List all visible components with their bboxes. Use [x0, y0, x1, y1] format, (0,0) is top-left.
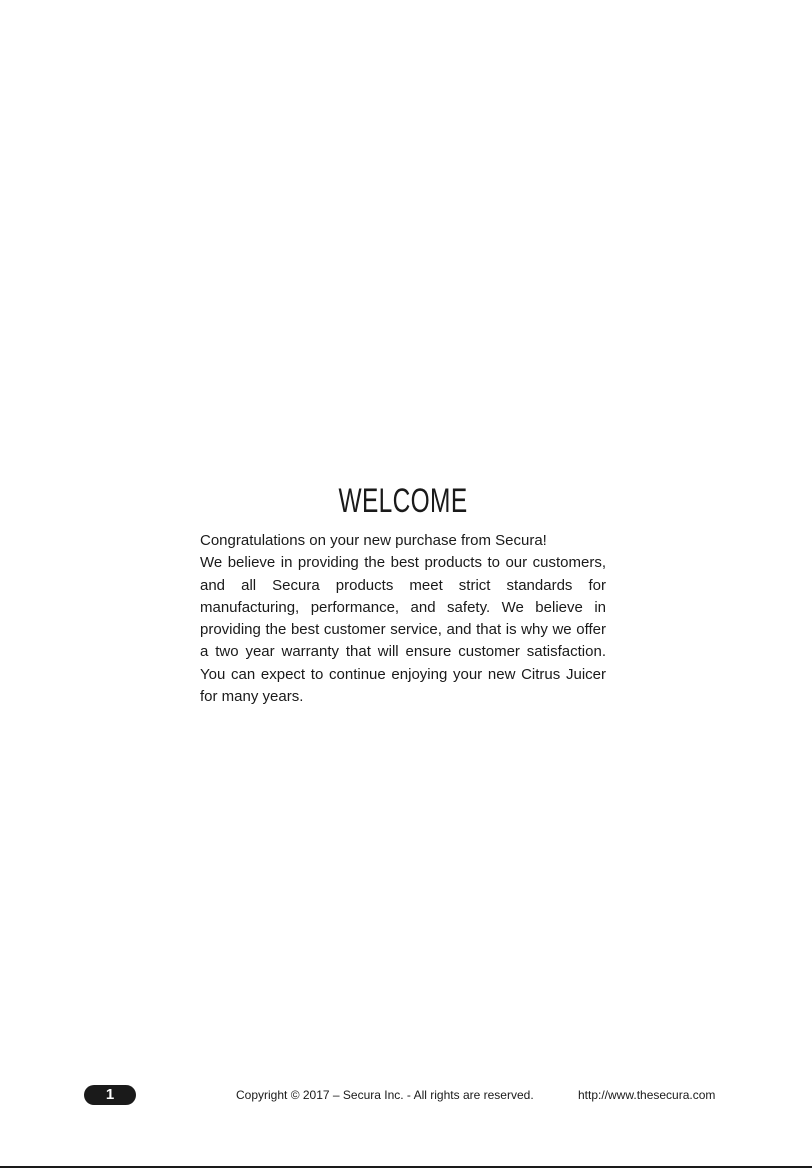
copyright-notice: Copyright © 2017 – Secura Inc. - All rights are reserved.	[236, 1088, 534, 1102]
website-link[interactable]: http://www.thesecura.com	[578, 1088, 716, 1102]
congratulations-line: Congratulations on your new purchase from Secura!	[200, 532, 547, 549]
bottom-divider	[0, 1166, 812, 1168]
page-title: WELCOME	[338, 481, 468, 520]
page-number-badge: 1	[84, 1085, 136, 1105]
welcome-text-block	[200, 530, 606, 708]
welcome-paragraph: We believe in providing the best products to our customers, and all Secura products meet strict standards for manufacturing, performance, and safety. We believe in providing the best customer service, and that is why we offer a two year warranty that will ensure customer satisfaction. You can expect to continue enjoying your new Citrus Juicer for many years.	[200, 554, 606, 706]
